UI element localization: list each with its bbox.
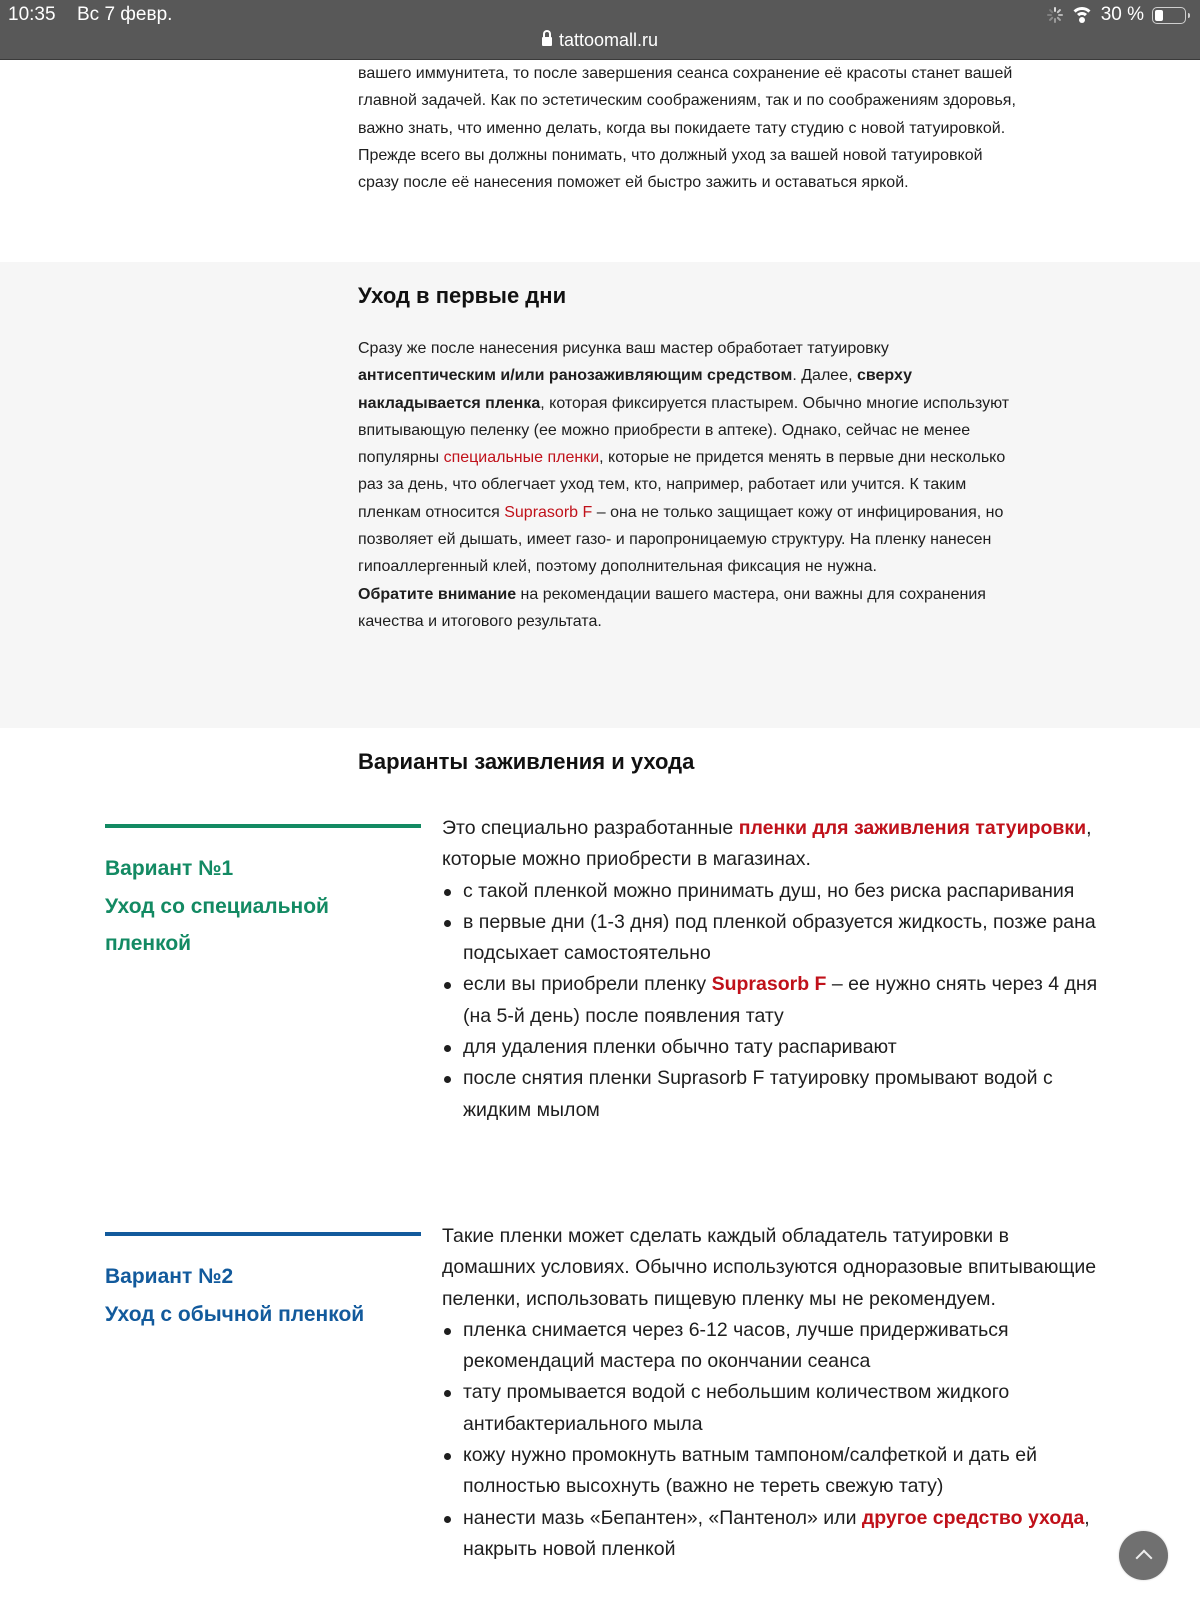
first-days-text <box>358 335 1018 635</box>
status-indicators <box>1047 4 1186 26</box>
list-item: после снятия пленки Suprasorb F татуировку промывают водой с жидким мылом <box>442 1063 1102 1126</box>
variants-heading: Варианты заживления и ухода <box>358 749 695 774</box>
bold-text: сверху накладывается пленка <box>358 367 912 412</box>
text: , которые не придется менять в первые дни несколько раз за день, что облегчает уход тем, кто, например, работает или учится. К таким пленкам относится <box>358 449 1006 521</box>
lock-icon <box>542 37 552 46</box>
text: , которая фиксируется пластырем. Обычно многие используют впитывающую пеленку (ее можно приобрести в аптеке). Однако, сейчас не менее популярны <box>358 394 1010 467</box>
variant2-title <box>105 1258 421 1333</box>
variant1-number: Вариант №1 <box>105 857 234 880</box>
list-item <box>442 1503 1102 1566</box>
status-date: Вс 7 февр. <box>77 4 173 25</box>
text: нанести мазь «Бепантен», «Пантенол» или <box>463 1506 862 1529</box>
text: Это специально разработанные <box>442 817 739 839</box>
list-item: с такой пленкой можно принимать душ, но без риска распаривания <box>442 876 1102 907</box>
text: – ее нужно снять через 4 дня (на 5-й день) после появления тату <box>463 973 1098 1027</box>
healing-films-link[interactable]: пленки для заживления татуировки <box>738 817 1087 839</box>
first-days-heading: Уход в первые дни <box>358 283 567 308</box>
list-item: в первые дни (1-3 дня) под пленкой образуется жидкость, позже рана подсыхает самостоятельно <box>442 907 1102 970</box>
list-item: для удаления пленки обычно тату распаривают <box>442 1032 1102 1063</box>
list-item <box>442 969 1102 1032</box>
text: Сразу же после нанесения рисунка ваш мастер обработает татуировку <box>358 340 889 357</box>
other-care-product-link[interactable]: другое средство ухода <box>861 1506 1085 1529</box>
bold-text: Обратите внимание <box>358 585 517 603</box>
variant2-intro: Такие пленки может сделать каждый обладатель татуировки в домашних условиях. Обычно используются одноразовые впитывающие пеленки, использовать пищевую пленку мы не рекомендуем. <box>442 1225 1097 1310</box>
text: если вы приобрели пленку <box>463 973 712 996</box>
variant2-content <box>442 1221 1102 1565</box>
list-item: пленка снимается через 6-12 часов, лучше придерживаться рекомендаций мастера по окончании сеанса <box>442 1315 1102 1378</box>
variant1-intro <box>442 813 1102 876</box>
variant1-divider <box>105 824 421 828</box>
variant2-number: Вариант №2 <box>105 1265 234 1288</box>
text: . Далее, <box>792 367 857 385</box>
text: , накрыть новой пленкой <box>463 1506 1090 1560</box>
list-item: тату промывается водой с небольшим количеством жидкого антибактериального мыла <box>442 1377 1102 1440</box>
first-days-paragraph <box>358 335 1018 581</box>
variant2-divider <box>105 1232 421 1236</box>
variant2-list <box>442 1315 1102 1565</box>
attention-paragraph <box>358 581 1018 636</box>
special-films-link[interactable]: специальные пленки <box>443 449 600 467</box>
scroll-to-top-button[interactable] <box>1119 1531 1168 1580</box>
status-time: 10:35 <box>8 4 56 25</box>
url-text: tattoomall.ru <box>558 30 659 50</box>
battery-percent: 30 % <box>1100 4 1144 25</box>
variant1-content <box>442 813 1102 1126</box>
suprasorb-link[interactable]: Suprasorb F <box>504 503 593 521</box>
wifi-icon <box>1071 7 1093 23</box>
variant1-name: Уход со специальной пленкой <box>105 894 329 955</box>
battery-icon <box>1152 7 1186 24</box>
text: , которые можно приобрести в магазинах. <box>442 817 1092 871</box>
activity-spinner-icon <box>1047 7 1063 23</box>
browser-status-bar <box>0 0 1200 60</box>
suprasorb-link[interactable]: Suprasorb F <box>711 973 827 996</box>
variant1-list <box>442 876 1102 1126</box>
variant2-name: Уход с обычной пленкой <box>105 1302 365 1326</box>
list-item: кожу нужно промокнуть ватным тампоном/салфеткой и дать ей полностью высохнуть (важно не тереть свежую тату) <box>442 1440 1102 1503</box>
address-bar[interactable] <box>0 30 1200 51</box>
variant1-title <box>105 850 365 963</box>
text: на рекомендации вашего мастера, они важны для сохранения качества и итогового результата. <box>358 585 986 630</box>
bold-text: антисептическим и/или ранозаживляющим средством <box>358 367 793 385</box>
intro-paragraph: вашего иммунитета, то после завершения сеанса сохранение её красоты станет вашей главной задачей. Как по эстетическим соображениям, так и по соображениям здоровья, важно знать, что именно делать, когда вы покидаете тату студию с новой татуировкой. Прежде всего вы должны понимать, что должный уход за вашей новой татуировкой сразу после её нанесения поможет ей быстро зажить и оставаться яркой. <box>358 65 1016 192</box>
text: – она не только защищает кожу от инфицирования, но позволяет ей дышать, имеет газо- и паропроницаемую структуру. На пленку нанесен гипоаллергенный клей, поэтому дополнительная фиксация не нужна. <box>358 503 1004 576</box>
